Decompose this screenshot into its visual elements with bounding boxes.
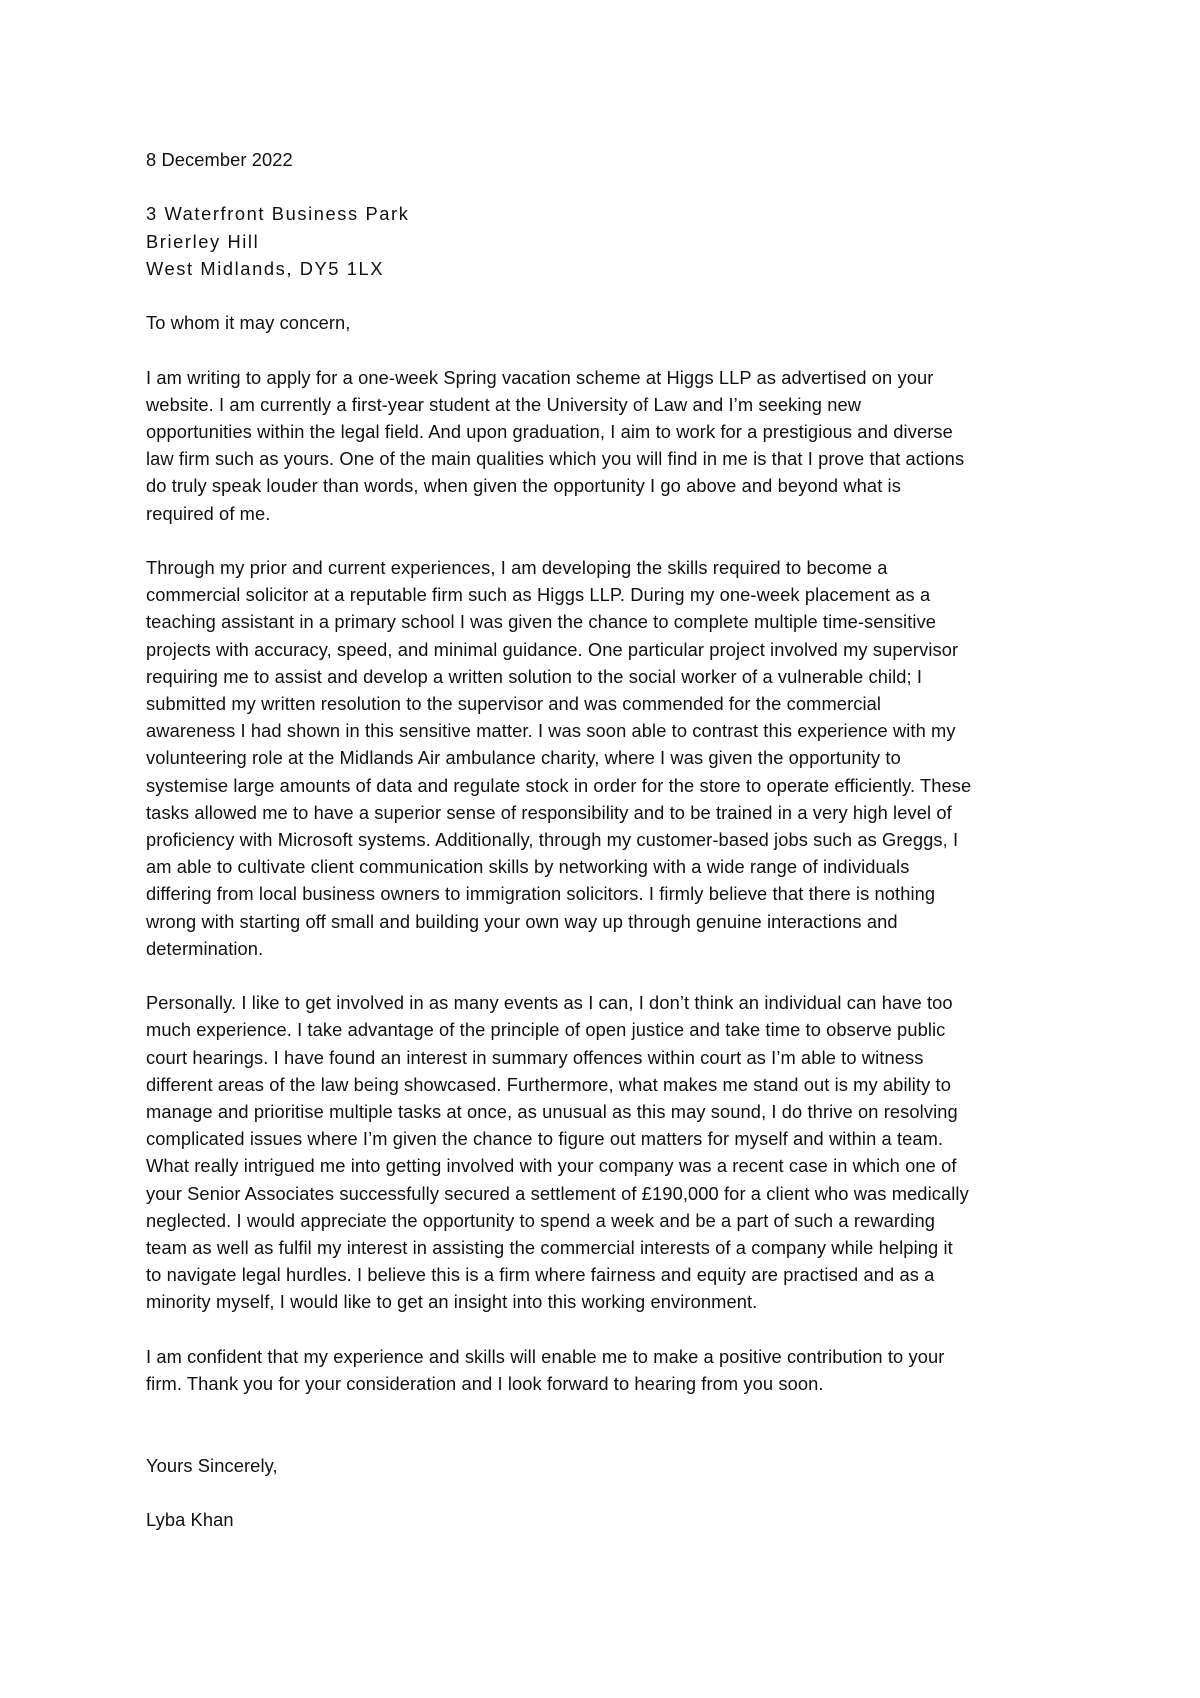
paragraph-line: differing from local business owners to immigration solicitors. I firmly believe that there is nothing [146,883,936,905]
paragraph-personal [146,989,1070,1315]
paragraph-line: website. I am currently a first-year student at the University of Law and I’m seeking new [146,393,862,415]
paragraph-line: I am writing to apply for a one-week Spring vacation scheme at Higgs LLP as advertised on your [146,366,934,388]
address-line-region-postcode: West Midlands, DY5 1LX [146,257,385,279]
paragraph-line: complicated issues where I’m given the chance to figure out matters for myself and within a team. [146,1128,944,1150]
spacer [146,962,1070,989]
paragraph-line: awareness I had shown in this sensitive matter. I was soon able to contrast this experience with my [146,720,956,742]
paragraph-line: Personally. I like to get involved in as many events as I can, I don’t think an individual can have too [146,992,953,1014]
paragraph-line: Through my prior and current experiences, I am developing the skills required to become a [146,556,888,578]
paragraph-line: opportunities within the legal field. And upon graduation, I aim to work for a prestigious and diverse [146,420,953,442]
paragraph-line: your Senior Associates successfully secured a settlement of £190,000 for a client who was medically [146,1182,969,1204]
paragraph-experience [146,554,1070,962]
paragraph-introduction [146,364,1070,527]
spacer [146,527,1070,554]
spacer [146,1479,1070,1506]
letter-date: 8 December 2022 [146,149,293,170]
paragraph-line: proficiency with Microsoft systems. Additionally, through my customer-based jobs such as Greggs, I [146,829,959,851]
paragraph-line: minority myself, I would like to get an insight into this working environment. [146,1291,758,1313]
paragraph-line: manage and prioritise multiple tasks at once, as unusual as this may sound, I do thrive on resolving [146,1101,958,1123]
paragraph-line: projects with accuracy, speed, and minimal guidance. One particular project involved my supervisor [146,638,959,660]
paragraph-line: do truly speak louder than words, when given the opportunity I go above and beyond what is [146,475,901,497]
paragraph-line: law firm such as yours. One of the main qualities which you will find in me is that I prove that actions [146,448,965,470]
paragraph-line: submitted my written resolution to the supervisor and was commended for the commercial [146,693,882,714]
paragraph-line: teaching assistant in a primary school I was given the chance to complete multiple time-sensitive [146,611,937,633]
spacer [146,1316,1070,1343]
paragraph-line: required of me. [146,502,271,524]
recipient-address [146,200,1070,282]
salutation: To whom it may concern, [146,312,351,334]
paragraph-line: much experience. I take advantage of the principle of open justice and take time to observe public [146,1019,946,1041]
paragraph-line: systemise large amounts of data and regulate stock in order for the store to operate efficiently. These [146,774,972,796]
signature-name: Lyba Khan [146,1509,234,1531]
paragraph-line: determination. [146,937,264,959]
paragraph-line: What really intrigued me into getting involved with your company was a recent case in which one of [146,1155,957,1177]
address-line-street: 3 Waterfront Business Park [146,203,410,225]
closing: Yours Sincerely, [146,1454,278,1476]
paragraph-line: court hearings. I have found an interest in summary offences within court as I’m able to witness [146,1046,924,1068]
paragraph-line: neglected. I would appreciate the opportunity to spend a week and be a part of such a rewarding [146,1209,935,1231]
paragraph-conclusion [146,1343,1070,1397]
address-line-town: Brierley Hill [146,230,260,252]
paragraph-line: commercial solicitor at a reputable firm such as Higgs LLP. During my one-week placement as a [146,584,931,606]
paragraph-line: different areas of the law being showcased. Furthermore, what makes me stand out is my ability to [146,1073,951,1095]
paragraph-line: requiring me to assist and develop a written solution to the social worker of a vulnerable child; I [146,665,923,687]
cover-letter [146,146,1070,1533]
spacer [146,1397,1070,1424]
spacer [146,173,1070,200]
paragraph-line: I am confident that my experience and skills will enable me to make a positive contribution to your [146,1345,945,1367]
spacer [146,336,1070,363]
spacer [146,282,1070,309]
paragraph-line: to navigate legal hurdles. I believe this is a firm where fairness and equity are practised and as a [146,1264,935,1286]
paragraph-line: team as well as fulfil my interest in assisting the commercial interests of a company while helping it [146,1237,953,1259]
paragraph-line: volunteering role at the Midlands Air ambulance charity, where I was given the opportunity to [146,747,901,769]
spacer [146,1424,1070,1451]
paragraph-line: tasks allowed me to have a superior sense of responsibility and to be trained in a very high level of [146,801,952,823]
paragraph-line: firm. Thank you for your consideration and I look forward to hearing from you soon. [146,1373,824,1395]
paragraph-line: am able to cultivate client communication skills by networking with a wide range of individuals [146,856,910,878]
paragraph-line: wrong with starting off small and building your own way up through genuine interactions and [146,910,898,932]
